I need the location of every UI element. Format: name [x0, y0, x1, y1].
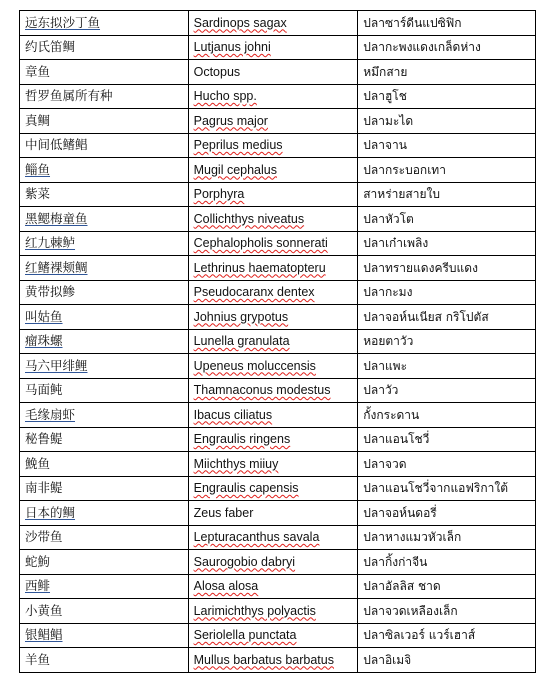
thai-name-cell [358, 623, 536, 648]
chinese-name-cell [20, 158, 189, 183]
thai-name-text: ปลาจวดเหลืองเล็ก [363, 603, 458, 618]
table-row [20, 35, 536, 60]
chinese-name-cell [20, 378, 189, 403]
chinese-name-text: 马六甲绯鲤 [25, 357, 88, 373]
thai-name-cell [358, 476, 536, 501]
thai-name-cell [358, 648, 536, 673]
chinese-name-cell [20, 476, 189, 501]
chinese-name-text: 中间低鳍鲳 [25, 137, 88, 152]
scientific-name-cell [188, 452, 358, 477]
scientific-name-text: Octopus [193, 64, 241, 79]
thai-name-cell [358, 427, 536, 452]
chinese-name-text: 哲罗鱼属所有种 [25, 88, 113, 103]
thai-name-cell [358, 35, 536, 60]
chinese-name-text: 远东拟沙丁鱼 [25, 14, 101, 30]
table-row [20, 60, 536, 85]
chinese-name-cell [20, 648, 189, 673]
chinese-name-text: 黄带拟鲹 [25, 284, 76, 299]
chinese-name-cell [20, 133, 189, 158]
chinese-name-cell [20, 623, 189, 648]
table-row [20, 207, 536, 232]
chinese-name-text: 真鲷 [25, 112, 51, 128]
chinese-name-text: 紫菜 [25, 186, 51, 201]
table-row [20, 158, 536, 183]
chinese-name-text: 西鲱 [25, 578, 51, 593]
thai-name-cell [358, 109, 536, 134]
scientific-name-text: Porphyra [193, 187, 245, 201]
scientific-name-cell [188, 525, 358, 550]
thai-name-text: ปลาจอห์นดอรี่ [363, 505, 437, 520]
scientific-name-cell [188, 280, 358, 305]
chinese-name-cell [20, 305, 189, 330]
thai-name-text: ปลาจาน [363, 138, 407, 152]
chinese-name-cell [20, 256, 189, 281]
thai-name-cell [358, 403, 536, 428]
chinese-name-text: 日本的鲷 [25, 504, 76, 520]
thai-name-cell [358, 574, 536, 599]
thai-name-cell [358, 84, 536, 109]
chinese-name-text: 红九棘鲈 [25, 235, 76, 250]
chinese-name-text: 毛缘扇虾 [25, 406, 76, 422]
scientific-name-text: Alosa alosa [193, 579, 259, 593]
table-row [20, 476, 536, 501]
chinese-name-text: 银鲳鲳 [25, 627, 63, 642]
table-row [20, 11, 536, 36]
thai-name-cell [358, 11, 536, 36]
scientific-name-cell [188, 35, 358, 60]
chinese-name-cell [20, 11, 189, 36]
chinese-name-text: 羊鱼 [25, 651, 51, 667]
chinese-name-cell [20, 574, 189, 599]
scientific-name-text: Hucho spp. [193, 89, 257, 103]
thai-name-text: ปลาจวด [363, 456, 407, 471]
table-row [20, 109, 536, 134]
species-table-body [20, 11, 536, 673]
thai-name-cell [358, 378, 536, 403]
chinese-name-cell [20, 452, 189, 477]
scientific-name-cell [188, 84, 358, 109]
table-row [20, 452, 536, 477]
table-row [20, 231, 536, 256]
table-row [20, 599, 536, 624]
chinese-name-text: 南非鳀 [25, 480, 63, 495]
table-row [20, 280, 536, 305]
table-row [20, 648, 536, 673]
chinese-name-text: 叫姑鱼 [25, 308, 63, 324]
chinese-name-text: 小黄鱼 [25, 602, 63, 618]
thai-name-text: ปลาฮูโช [363, 89, 407, 103]
scientific-name-cell [188, 329, 358, 354]
table-row [20, 84, 536, 109]
chinese-name-cell [20, 182, 189, 207]
scientific-name-text: Sardinops sagax [193, 15, 287, 30]
thai-name-text: หอยตาวัว [363, 334, 414, 348]
thai-name-text: ปลาหัวโต [363, 211, 414, 226]
chinese-name-cell [20, 84, 189, 109]
table-row [20, 427, 536, 452]
scientific-name-text: Pseudocaranx dentex [193, 285, 315, 299]
table-row [20, 354, 536, 379]
scientific-name-cell [188, 599, 358, 624]
thai-name-cell [358, 599, 536, 624]
chinese-name-cell [20, 231, 189, 256]
table-row [20, 329, 536, 354]
thai-name-text: ปลาแอนโชวี่ [363, 432, 430, 446]
thai-name-text: ปลามะได [363, 113, 414, 128]
scientific-name-text: Lunella granulata [193, 334, 290, 348]
scientific-name-text: Collichthys niveatus [193, 211, 305, 226]
thai-name-text: ปลากะพงแดงเกล็ดห่าง [363, 40, 481, 54]
scientific-name-text: Pagrus major [193, 113, 268, 128]
table-row [20, 403, 536, 428]
thai-name-text: ปลาแอนโชวี่จากแอฟริกาใต้ [363, 481, 508, 495]
scientific-name-text: Mugil cephalus [193, 162, 277, 177]
thai-name-text: ปลาอัลลิส ชาด [363, 579, 441, 593]
scientific-name-text: Lethrinus haematopteru [193, 260, 326, 275]
scientific-name-cell [188, 158, 358, 183]
table-row [20, 525, 536, 550]
scientific-name-cell [188, 403, 358, 428]
thai-name-text: ปลาวัว [363, 383, 399, 397]
thai-name-text: ปลาซิลเวอร์ แวร์เฮาส์ [363, 628, 476, 642]
chinese-name-text: 章鱼 [25, 63, 51, 79]
table-row [20, 550, 536, 575]
scientific-name-text: Engraulis ringens [193, 432, 291, 446]
scientific-name-cell [188, 231, 358, 256]
scientific-name-cell [188, 501, 358, 526]
chinese-name-cell [20, 280, 189, 305]
scientific-name-cell [188, 207, 358, 232]
table-row [20, 133, 536, 158]
chinese-name-text: 沙带鱼 [25, 529, 63, 544]
scientific-name-text: Engraulis capensis [193, 481, 299, 495]
thai-name-text: ปลาหางแมวหัวเล็ก [363, 530, 462, 544]
thai-name-text: สาหร่ายสายใบ [363, 187, 440, 201]
thai-name-text: หมึกสาย [363, 64, 408, 79]
thai-name-cell [358, 329, 536, 354]
table-row [20, 574, 536, 599]
chinese-name-cell [20, 501, 189, 526]
thai-name-cell [358, 305, 536, 330]
scientific-name-cell [188, 60, 358, 85]
table-row [20, 623, 536, 648]
chinese-name-text: 蛇鮈 [25, 553, 51, 569]
table-row [20, 182, 536, 207]
scientific-name-cell [188, 256, 358, 281]
chinese-name-cell [20, 427, 189, 452]
scientific-name-text: Peprilus medius [193, 138, 283, 152]
scientific-name-text: Johnius grypotus [193, 309, 289, 324]
scientific-name-cell [188, 305, 358, 330]
chinese-name-text: 鲻鱼 [25, 161, 51, 177]
table-row [20, 378, 536, 403]
chinese-name-cell [20, 329, 189, 354]
species-table [19, 10, 536, 673]
scientific-name-text: Cephalopholis sonnerati [193, 236, 328, 250]
scientific-name-cell [188, 378, 358, 403]
thai-name-text: ปลาซาร์ดีนแปซิฟิก [363, 15, 462, 30]
scientific-name-cell [188, 182, 358, 207]
chinese-name-text: 秘鲁鳀 [25, 431, 63, 446]
thai-name-cell [358, 133, 536, 158]
chinese-name-cell [20, 354, 189, 379]
thai-name-text: ปลากิ้งก่าจีน [363, 554, 428, 569]
chinese-name-cell [20, 403, 189, 428]
thai-name-text: ปลาอิเมจิ [363, 652, 412, 667]
chinese-name-text: 瘤珠螺 [25, 333, 63, 348]
thai-name-cell [358, 280, 536, 305]
chinese-name-cell [20, 599, 189, 624]
scientific-name-cell [188, 354, 358, 379]
chinese-name-cell [20, 109, 189, 134]
table-row [20, 501, 536, 526]
thai-name-cell [358, 501, 536, 526]
thai-name-cell [358, 525, 536, 550]
chinese-name-text: 黑鳃梅童鱼 [25, 210, 88, 226]
thai-name-cell [358, 182, 536, 207]
chinese-name-text: 鮸鱼 [25, 455, 51, 471]
scientific-name-cell [188, 476, 358, 501]
scientific-name-text: Saurogobio dabryi [193, 554, 296, 569]
chinese-name-text: 约氏笛鲷 [25, 39, 76, 54]
scientific-name-text: Upeneus moluccensis [193, 358, 316, 373]
table-row [20, 305, 536, 330]
thai-name-cell [358, 158, 536, 183]
scientific-name-cell [188, 648, 358, 673]
scientific-name-text: Thamnaconus modestus [193, 383, 331, 397]
scientific-name-text: Seriolella punctata [193, 628, 297, 642]
thai-name-cell [358, 60, 536, 85]
scientific-name-cell [188, 574, 358, 599]
scientific-name-cell [188, 11, 358, 36]
chinese-name-cell [20, 35, 189, 60]
scientific-name-cell [188, 623, 358, 648]
scientific-name-text: Zeus faber [193, 505, 254, 520]
thai-name-text: ปลาแพะ [363, 358, 408, 373]
thai-name-text: ปลาเก๋าเพลิง [363, 236, 429, 250]
scientific-name-cell [188, 109, 358, 134]
scientific-name-text: Lutjanus johni [193, 40, 271, 54]
scientific-name-text: Miichthys miiuy [193, 456, 279, 471]
scientific-name-text: Mullus barbatus barbatus [193, 652, 334, 667]
chinese-name-cell [20, 207, 189, 232]
thai-name-cell [358, 354, 536, 379]
thai-name-text: ปลาทรายแดงครีบแดง [363, 260, 478, 275]
scientific-name-cell [188, 133, 358, 158]
thai-name-cell [358, 550, 536, 575]
chinese-name-cell [20, 525, 189, 550]
scientific-name-cell [188, 427, 358, 452]
thai-name-text: ปลากะมง [363, 285, 413, 299]
chinese-name-cell [20, 550, 189, 575]
thai-name-cell [358, 256, 536, 281]
thai-name-cell [358, 207, 536, 232]
scientific-name-text: Larimichthys polyactis [193, 603, 316, 618]
thai-name-text: ปลากระบอกเทา [363, 162, 446, 177]
thai-name-cell [358, 452, 536, 477]
scientific-name-text: Ibacus ciliatus [193, 407, 273, 422]
chinese-name-cell [20, 60, 189, 85]
chinese-name-text: 马面鲀 [25, 382, 63, 397]
thai-name-text: ปลาจอห์นเนียส กริโปตัส [363, 309, 489, 324]
table-row [20, 256, 536, 281]
chinese-name-text: 红鳍裸颊鲷 [25, 259, 88, 275]
thai-name-cell [358, 231, 536, 256]
thai-name-text: กั้งกระดาน [363, 407, 420, 422]
scientific-name-cell [188, 550, 358, 575]
scientific-name-text: Lepturacanthus savala [193, 530, 320, 544]
